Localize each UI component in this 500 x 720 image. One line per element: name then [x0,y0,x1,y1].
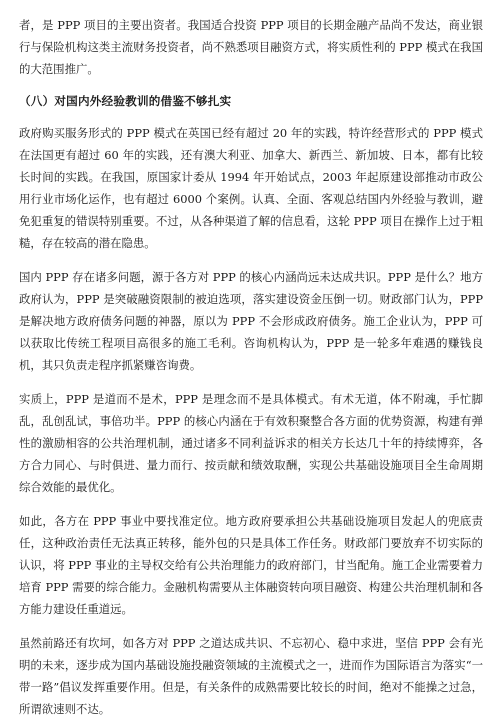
body-paragraph-5: 虽然前路还有坎坷，如各方对 PPP 之道达成共识、不忘初心、稳中求进，坚信 PPP 会有光明的未来，逐步成为国内基础设施投融资领域的主流模式之一，进而作为国际语言为落实“一带一路”倡议发挥重要作用。但是，有关条件的成熟需要比较长的时间，绝对不能操之过急，所谓欲速则不达。 [19,636,483,716]
body-paragraph-3: 实质上，PPP 是道而不是术，PPP 是理念而不是具体模式。有术无道，体不附魂，手忙脚乱，乱创乱试，事倍功半。PPP 的核心内涵在于有效积聚整合各方面的优势资源，构建有弹性的激励相容的公共治理机制，通过诸多不同利益诉求的相关方长达几十年的持续博弈，各方合力同心、与时俱进、量力而行、按贡献和绩效取酬，实现公共基础设施项目全生命周期综合效能的最优化。 [19,392,483,494]
body-paragraph-4: 如此，各方在 PPP 事业中要找准定位。地方政府要承担公共基础设施项目发起人的兜底责任，这种政治责任无法真正转移，能外包的只是具体工作任务。财政部门要放弃不切实际的认识，将 PPP 事业的主导权交给有公共治理能力的政府部门，甘当配角。施工企业需要着力培育 PPP 需要的综合能力。金融机构需要从主体融资转向项目融资、构建公共治理机制和各方能力建设任重道远。 [19,514,483,616]
spacer [19,80,483,90]
spacer [19,498,483,510]
spacer [19,620,483,632]
body-paragraph-2: 国内 PPP 存在诸多问题，源于各方对 PPP 的核心内涵尚远未达成共识。PPP 是什么？地方政府认为，PPP 是突破融资限制的被迫选项，落实建设资金压倒一切。财政部门认为，PPP 是解决地方政府债务问题的神器，原以为 PPP 不会形成政府债务。施工企业认为，PPP 可以获取比传统工程项目高很多的施工毛利。咨询机构认为，PPP 是一轮多年难遇的赚钱良机，其只负责走程序抓紧赚咨询费。 [19,270,483,372]
spacer [19,254,483,266]
intro-paragraph: 者，是 PPP 项目的主要出资者。我国适合投资 PPP 项目的长期金融产品尚不发达，商业银行与保险机构这类主流财务投资者，尚不熟悉项目融资方式，将实质性利的 PPP 模式在我国的大范围推广。 [19,18,483,76]
section-heading: （八）对国内外经验教训的借鉴不够扎实 [19,94,232,108]
body-paragraph-1: 政府购买服务形式的 PPP 模式在英国已经有超过 20 年的实践，特许经营形式的 PPP 模式在法国更有超过 60 年的实践，还有澳大利亚、加拿大、新西兰、新加坡、日本，都有比较长时间的实践。在我国，原国家计委从 1994 年开始试点，2003 年起原建设部推动市政公用行业市场化运作，也有超过 6000 个案例。认真、全面、客观总结国内外经验与教训，避免犯重复的错误特别重要。不过，从各种渠道了解的信息看，这轮 PPP 项目在操作上过于粗糙，存在较高的潜在隐患。 [19,126,483,250]
spacer [19,376,483,388]
document-page [19,14,483,720]
spacer [19,112,483,122]
